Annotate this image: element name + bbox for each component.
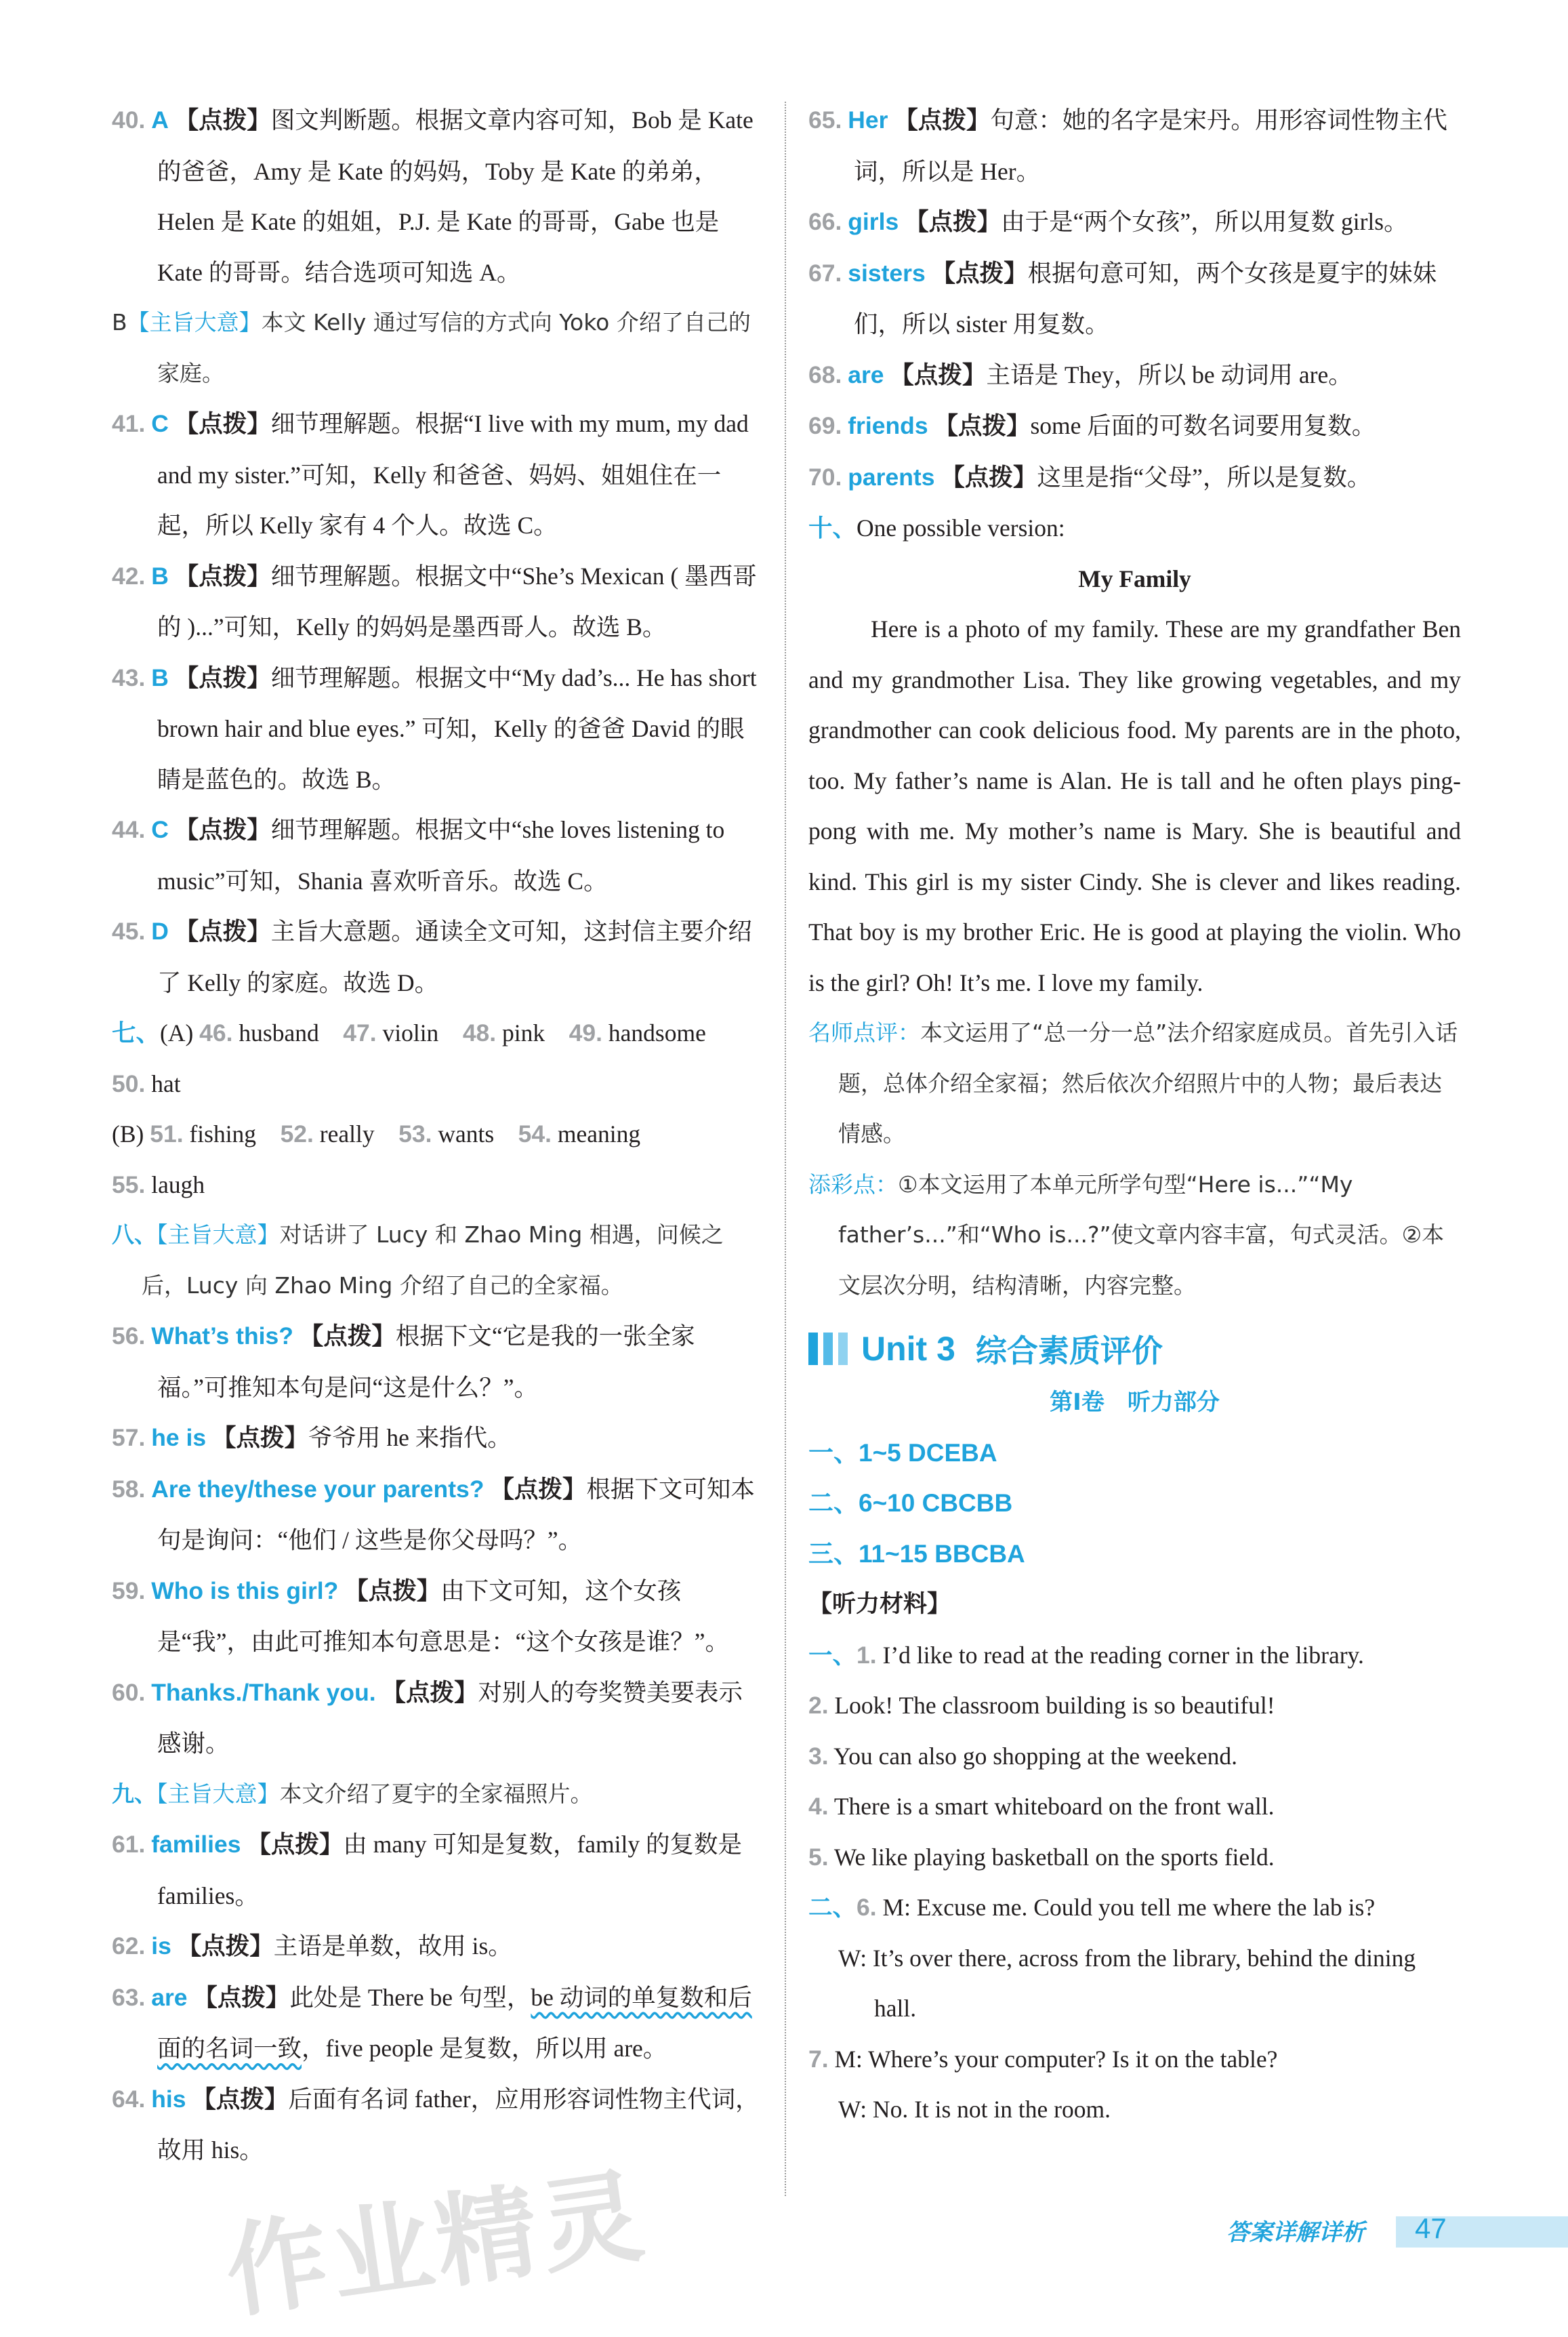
answer-59: 59. Who is this girl? 【点拨】由下文可知，这个女孩是“我”，由此可推知本句意思是：“这个女孩是谁？”。 — [112, 1577, 730, 1655]
answer-41: 41. C 【点拨】细节理解题。根据“I live with my mum, my dad and my sister.”可知，Kelly 和爸爸、妈妈、姐姐住在一起，所以 Kelly 家有 4 个人。故选 C。 — [112, 410, 749, 539]
answer-63: 63. are 【点拨】此处是 There be 句型，be 动词的单复数和后面的名词一致，five people 是复数，所以用 are。 — [112, 1983, 752, 2062]
highlight-points: 添彩点：①本文运用了本单元所学句型“Here is...”“My father’s...”和“Who is...?”使文章内容丰富，句式灵活。②本文层次分明，结构清晰，内容完整。 — [808, 1171, 1445, 1299]
passage-b-summary: B【主旨大意】本文 Kelly 通过写信的方式向 Yoko 介绍了自己的家庭。 — [112, 309, 751, 386]
answer-64: 64. his 【点拨】后面有名词 father，应用形容词性物主代词，故用 his。 — [112, 2085, 760, 2163]
answer-66: 66. girls 【点拨】由于是“两个女孩”，所以用复数 girls。 — [808, 208, 1408, 236]
answer-67: 67. sisters 【点拨】根据句意可知，两个女孩是夏宇的妹妹们，所以 sister 用复数。 — [808, 259, 1437, 338]
essay-paragraph: Here is a photo of my family. These are my grandfather Ben and my grandmother Lisa. They like growing vegetables, and my grandmother can cook delicious food. My parents are in the photo, too. My father’s name is Alan. He is tall and he often plays ping-pong with me. My mother’s name is Mary. She is beautiful and kind. This girl is my sister Cindy. She is clever and likes reading. That boy is my brother Eric. He is good at playing the violin. Who is the girl? Oh! It’s me. I love my family. — [808, 615, 1461, 996]
listening-material-title: 【听力材料】 — [808, 1591, 951, 1618]
script-4: 4. There is a smart whiteboard on the front wall. — [808, 1793, 1275, 1820]
script-6-reply: W: It’s over there, across from the library, behind the dining hall. — [838, 1944, 1416, 2022]
answer-58: 58. Are they/these your parents? 【点拨】根据下文可知本句是询问：“他们 / 这些是你父母吗？”。 — [112, 1475, 755, 1553]
script-6: 二、6. M: Excuse me. Could you tell me where the lab is? — [808, 1894, 1376, 1921]
script-2: 2. Look! The classroom building is so beautiful! — [808, 1692, 1275, 1719]
script-1: 一、1. I’d like to read at the reading corner in the library. — [808, 1641, 1364, 1669]
listening-answer-1: 一、1~5 DCEBA — [808, 1438, 997, 1467]
answer-62: 62. is 【点拨】主语是单数，故用 is。 — [112, 1932, 512, 1960]
wavy-underline-note: be 动词的单复数和后面的名词一致 — [157, 1983, 752, 2062]
section-10-intro: 十、One possible version: — [808, 514, 1065, 542]
answer-69: 69. friends 【点拨】some 后面的可数名词要用复数。 — [808, 412, 1376, 440]
teacher-comment: 名师点评：本文运用了“总一分一总”法介绍家庭成员。首先引入话题，总体介绍全家福；然后依次介绍照片中的人物；最后表达情感。 — [808, 1019, 1458, 1147]
footer-label: 答案详解详析 — [1226, 2219, 1365, 2246]
script-3: 3. You can also go shopping at the weekend. — [808, 1742, 1238, 1770]
section-7-b: (B) 51. fishing 52. really 53. wants 54. meaning 55. laugh — [112, 1120, 641, 1198]
answer-56: 56. What’s this? 【点拨】根据下文“它是我的一张全家福。”可推知本句是问“这是什么？”。 — [112, 1322, 695, 1401]
column-divider — [785, 102, 786, 2196]
section-7-a: 七、(A) 46. husband 47. violin 48. pink 49. handsome 50. hat — [112, 1019, 706, 1097]
listening-answer-2: 二、6~10 CBCBB — [808, 1489, 1013, 1517]
essay-body — [808, 604, 1461, 1008]
answer-65: 65. Her 【点拨】句意：她的名字是宋丹。用形容词性物主代词，所以是 Her。 — [808, 106, 1447, 185]
watermark: 作业精灵 — [218, 2157, 655, 2333]
unit-title: Unit 3 — [861, 1330, 955, 1368]
essay-title: My Family — [1078, 565, 1191, 592]
answer-44: 44. C 【点拨】细节理解题。根据文中“she loves listening to music”可知，Shania 喜欢听音乐。故选 C。 — [112, 816, 725, 895]
right-column — [808, 95, 1461, 2135]
script-5: 5. We like playing basketball on the sports field. — [808, 1843, 1275, 1871]
page-number: 47 — [1415, 2212, 1447, 2244]
section-8-summary: 八、【主旨大意】对话讲了 Lucy 和 Zhao Ming 相遇，问候之后，Lucy 向 Zhao Ming 介绍了自己的全家福。 — [112, 1221, 724, 1299]
listening-answer-3: 三、11~15 BBCBA — [808, 1539, 1025, 1568]
answer-70: 70. parents 【点拨】这里是指“父母”，所以是复数。 — [808, 463, 1371, 491]
section-9-summary: 九、【主旨大意】本文介绍了夏宇的全家福照片。 — [112, 1780, 593, 1807]
answer-61: 61. families 【点拨】由 many 可知是复数，family 的复数是 families。 — [112, 1831, 743, 1909]
script-7: 7. M: Where’s your computer? Is it on the table? — [808, 2045, 1278, 2073]
answer-45: 45. D 【点拨】主旨大意题。通读全文可知，这封信主要介绍了 Kelly 的家庭。故选 D。 — [112, 918, 752, 996]
answer-60: 60. Thanks./Thank you. 【点拨】对别人的夸奖赞美要表示感谢。 — [112, 1678, 743, 1757]
answer-40: 40. A 【点拨】图文判断题。根据文章内容可知，Bob 是 Kate 的爸爸，Amy 是 Kate 的妈妈，Toby 是 Kate 的弟弟，Helen 是 Kate 的姐姐，P.J. 是 Kate 的哥哥，Gabe 也是 Kate 的哥哥。结合选项可知选 A。 — [112, 106, 754, 286]
part-title: 第Ⅰ卷 听力部分 — [1050, 1389, 1220, 1416]
unit-subtitle: 综合素质评价 — [975, 1333, 1163, 1369]
script-7-reply: W: No. It is not in the room. — [838, 2096, 1111, 2123]
answer-42: 42. B 【点拨】细节理解题。根据文中“She’s Mexican ( 墨西哥的 )...”可知，Kelly 的妈妈是墨西哥人。故选 B。 — [112, 562, 757, 641]
unit-header — [808, 1320, 1461, 1377]
unit-bars-icon — [808, 1333, 848, 1365]
answer-57: 57. he is 【点拨】爷爷用 he 来指代。 — [112, 1424, 512, 1452]
answer-68: 68. are 【点拨】主语是 They，所以 be 动词用 are。 — [808, 361, 1353, 389]
left-column — [112, 95, 762, 2176]
answer-43: 43. B 【点拨】细节理解题。根据文中“My dad’s... He has short brown hair and blue eyes.” 可知，Kelly 的爸爸 David 的眼睛是蓝色的。故选 B。 — [112, 664, 757, 793]
